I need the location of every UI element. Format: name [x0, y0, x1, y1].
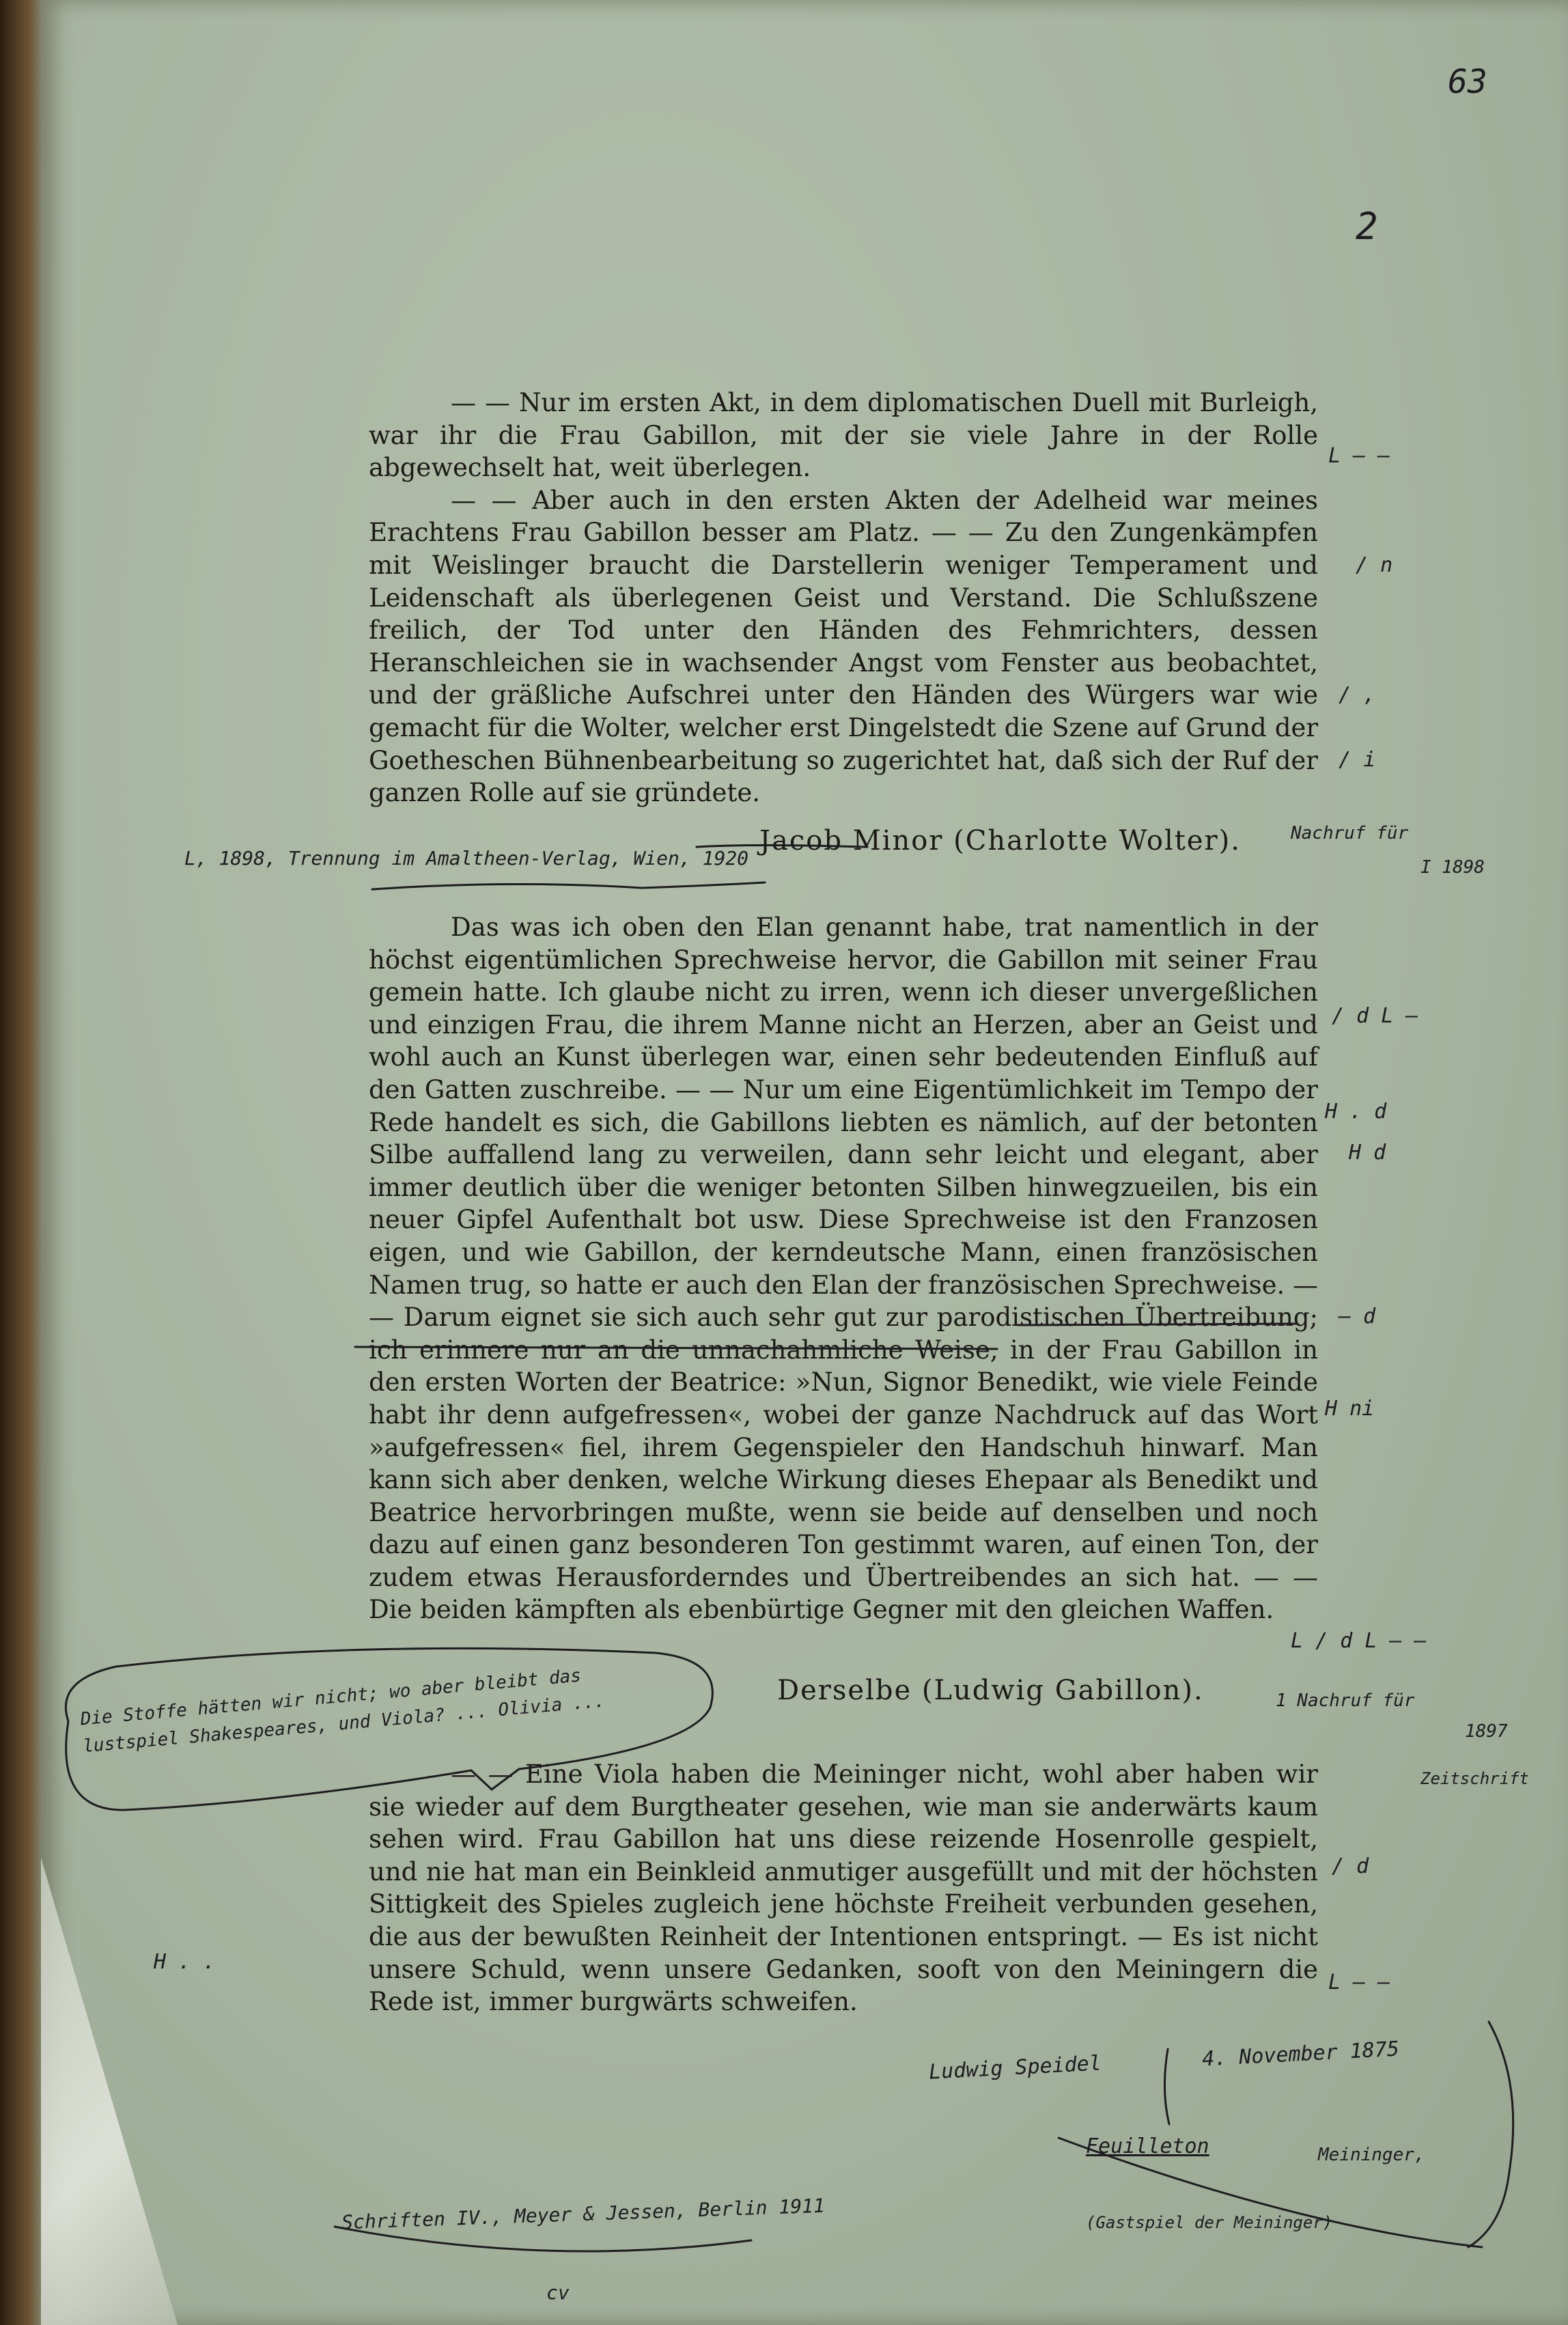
signature-minor: Jacob Minor (Charlotte Wolter).: [759, 825, 1241, 857]
paragraph: — — Aber auch in den ersten Akten der Adelheid war meines Erachtens Frau Gabillon besser am Platz. — — Zu den Zungenkämpfen mit Weislinger braucht die Darstellerin weniger Temperament und Leidenschaft als überlegenen Geist und Verstand. Die Schlußszene freilich, der Tod unter den Händen des Fehmrichters, dessen Heranschleichen sie in wachsender Angst vom Fenster aus beobachtet, und der gräßliche Aufschrei unter den Händen des Würgers war wie gemacht für die Wolter, welcher erst Dingelstedt die Szene auf Grund der Goetheschen Bühnenbearbeitung so zugerichtet hat, daß sich der Ruf der ganzen Rolle auf sie gründete.: [369, 485, 1318, 808]
meininger-note: Meininger,: [1318, 2145, 1425, 2165]
section-1: [369, 387, 1318, 809]
margin-mark: / d: [1332, 1854, 1369, 1878]
bottom-mark: cv: [546, 2281, 570, 2304]
margin-mark: / i: [1339, 748, 1376, 772]
margin-mark: H . .: [154, 1950, 216, 1974]
signature-gabillon: Derselbe (Ludwig Gabillon).: [777, 1675, 1204, 1706]
section-2: [369, 911, 1318, 1626]
paragraph: — — Nur im ersten Akt, in dem diplomatischen Duell mit Burleigh, war ihr die Frau Gabillon, mit der sie viele Jahre in der Rolle abgewechselt hat, weit überlegen.: [369, 388, 1318, 483]
paragraph: — — Eine Viola haben die Meininger nicht, wohl aber haben wir sie wieder auf dem Burgtheater gesehen, wie man sie anderwärts kaum sehen wird. Frau Gabillon hat uns diese reizende Hosenrolle gespielt, und nie hat man ein Beinkleid anmutiger ausgefüllt und mit der höchsten Sittigkeit des Spieles zugleich jene höchste Freiheit verbunden gesehen, die aus der bewußten Reinheit der Intentionen entspringt. — Es ist nicht unsere Schuld, wenn unsere Gedanken, sooft von den Meiningern die Rede ist, immer burgwärts schweifen.: [369, 1759, 1318, 2017]
margin-mark: — d: [1339, 1305, 1376, 1328]
date-note: 4. November 1875: [1201, 2037, 1400, 2072]
margin-mark: H . d: [1325, 1100, 1387, 1124]
meininger-subnote: (Gastspiel der Meininger): [1086, 2213, 1333, 2232]
bibliography-note: Schriften IV., Meyer & Jessen, Berlin 1911: [341, 2194, 826, 2234]
margin-mark: H ni: [1325, 1397, 1375, 1421]
section-3: [369, 1758, 1318, 2018]
margin-mark: H d: [1349, 1141, 1386, 1165]
margin-note: I 1898: [1420, 857, 1485, 878]
paragraph: Das was ich oben den Elan genannt habe, trat namentlich in der höchst eigentümlichen Sprechweise hervor, die Gabillon mit seiner Frau gemein hatte. Ich glaube nicht zu irren, wenn ich dieser unvergeßlichen und einzigen Frau, die ihrem Manne nicht an Herzen, aber an Geist und wohl auch an Kunst überlegen war, einen sehr bedeutenden Einfluß auf den Gatten zuschreibe. — — Nur um eine Eigentümlichkeit im Tempo der Rede handelt es sich, die Gabillons liebten es nämlich, auf der betonten Silbe auffallend lang zu verweilen, dann sehr leicht und elegant, aber immer deutlich über die weniger betonten Silben hinwegzueilen, bis ein neuer Gipfel Aufenthalt bot usw. Diese Sprechweise ist den Franzosen eigen, und wie Gabillon, der kerndeutsche Mann, einen französischen Namen trug, so hatte er auch den Elan der französischen Sprechweise. — — Darum eignet sie sich auch sehr gut zur parodistischen Übertreibung; ich erinnere nur an die unnachahmliche Weise, in der Frau Gabillon in den ersten Worten der Beatrice: »Nun, Signor Benedikt, wie viele Feinde habt ihr denn aufgefressen«, wobei der ganze Nachdruck auf das Wort »aufgefressen« fiel, ihrem Gegenspieler den Handschuh hinwarf. Man kann sich aber denken, welche Wirkung dieses Ehepaar als Benedikt und Beatrice hervorbringen mußte, wenn sie beide auf denselben und noch dazu auf einen ganz besonderen Ton gestimmt waren, auf einen Ton, der zudem etwas Herausforderndes und Übertreibendes an sich hat. — — Die beiden kämpften als ebenbürtige Gegner mit den gleichen Waffen.: [369, 913, 1319, 1625]
margin-note: 1897: [1465, 1721, 1508, 1742]
margin-mark: L / d L — —: [1291, 1629, 1427, 1653]
margin-note: Zeitschrift: [1420, 1769, 1529, 1788]
margin-mark: L — —: [1328, 1971, 1390, 1994]
margin-mark: / ,: [1339, 683, 1376, 707]
page-number: 63: [1448, 63, 1487, 101]
margin-note: Nachruf für: [1291, 823, 1409, 844]
margin-mark: / d L —: [1332, 1004, 1418, 1028]
margin-mark: L — —: [1328, 444, 1390, 468]
margin-mark: / n: [1356, 553, 1393, 577]
speech-bubble-note: Die Stoffe hätten wir nicht; wo aber bleibt das lustspiel Shakespeares, und Viola? ... Olivia ...: [79, 1665, 606, 1757]
feuilleton-note: Feuilleton: [1086, 2134, 1209, 2158]
author-signature: Ludwig Speidel: [928, 2051, 1102, 2085]
margin-note: 1 Nachruf für: [1276, 1690, 1415, 1711]
corner-mark: 2: [1356, 205, 1378, 248]
source-note: L, 1898, Trennung im Amaltheen-Verlag, Wien, 1920: [184, 847, 749, 869]
